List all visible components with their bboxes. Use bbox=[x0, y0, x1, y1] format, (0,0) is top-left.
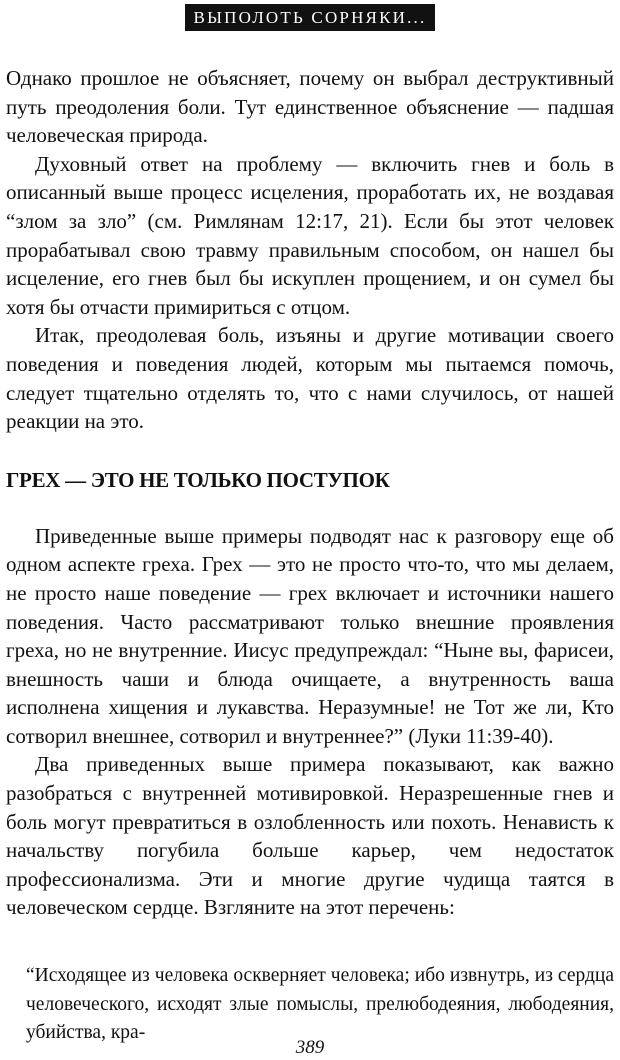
running-header-wrap bbox=[0, 4, 620, 31]
page-body bbox=[6, 64, 614, 1048]
paragraph: Итак, преодолевая боль, изъяны и другие мотивации своего поведения и поведения людей, которым мы пытаемся помочь, следует тщательно отделять то, что с нами случилось, от нашей реакции на это. bbox=[6, 323, 614, 434]
page-number: 389 bbox=[295, 1037, 325, 1058]
paragraph: Два приведенных выше примера показывают, как важно разобраться с внутренней мотивировкой. Неразрешенные гнев и боль могут превратиться в озлобленность или похоть. Ненависть к начальству погубила больше карьер, чем недостаток профессионализма. Эти и многие другие чудища таятся в человеческом сердце. Взгляните на этот перечень: bbox=[6, 752, 614, 920]
scripture-quote: “Исходящее из человека оскверняет человека; ибо извнутрь, из сердца человеческого, исходят злые помыслы, прелюбодеяния, любодеяния, убийства, кра- bbox=[26, 965, 614, 1044]
section-heading: ГРЕХ — ЭТО НЕ ТОЛЬКО ПОСТУПОК bbox=[6, 467, 390, 492]
paragraph: Приведенные выше примеры подводят нас к разговору еще об одном аспекте греха. Грех — это не просто что-то, что мы делаем, не просто наше поведение — грех включает и источники нашего поведения. Часто рассматривают только внешние проявления греха, но не внутренние. Иисус предупреждал: “Ныне вы, фарисеи, внешность чаши и блюда очищаете, а внутренность ваша исполнена хищения и лукавства. Неразумные! не Тот же ли, Кто сотворил внешнее, сотворил и внутреннее?” (Луки 11:39-40). bbox=[6, 523, 614, 748]
paragraph: Однако прошлое не объясняет, почему он выбрал деструктивный путь преодоления боли. Тут единственное объяснение — падшая человеческая природа. bbox=[6, 66, 614, 148]
running-header: ВЫПОЛОТЬ СОРНЯКИ... bbox=[185, 4, 436, 31]
paragraph: Духовный ответ на проблему — включить гнев и боль в описанный выше процесс исцеления, проработать их, не воздавая “злом за зло” (см. Римлянам 12:17, 21). Если бы этот человек прорабатывал свою травму правильным способом, он нашел бы исцеление, его гнев был бы искуплен прощением, и он сумел бы хотя бы отчасти примириться с отцом. bbox=[6, 151, 614, 319]
